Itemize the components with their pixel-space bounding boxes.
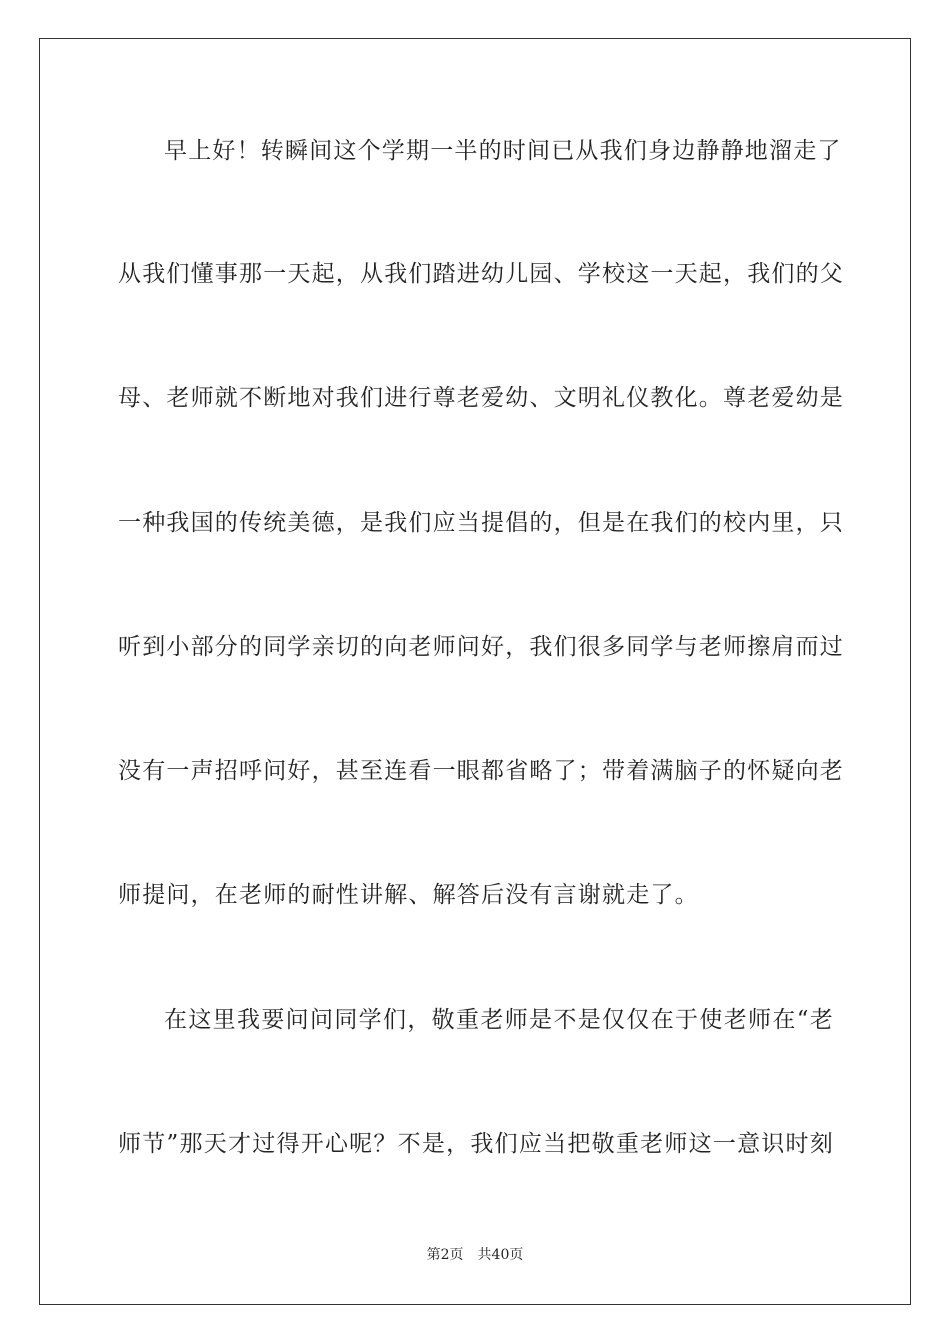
- page-number: 第2页: [426, 1247, 464, 1263]
- page-footer: [0, 1244, 950, 1264]
- paragraph-line-2: 从我们懂事那一天起，从我们踏进幼儿园、学校这一天起，我们的父: [118, 261, 844, 287]
- paragraph-line-4: 一种我国的传统美德，是我们应当提倡的，但是在我们的校内里，只: [118, 510, 844, 536]
- total-pages: 共40页: [477, 1247, 524, 1263]
- paragraph-line-6: 没有一声招呼问好，甚至连看一眼都省略了；带着满脑子的怀疑向老: [118, 758, 844, 784]
- paragraph-line-5: 听到小部分的同学亲切的向老师问好，我们很多同学与老师擦肩而过: [118, 634, 844, 660]
- paragraph-line-3: 母、老师就不断地对我们进行尊老爱幼、文明礼仪教化。尊老爱幼是: [118, 385, 844, 411]
- paragraph-line-8: 在这里我要问问同学们，敬重老师是不是仅仅在于使老师在“老: [164, 1007, 834, 1033]
- paragraph-line-9: 师节”那天才过得开心呢？不是，我们应当把敬重老师这一意识时刻: [118, 1131, 834, 1157]
- paragraph-line-7: 师提问，在老师的耐性讲解、解答后没有言谢就走了。: [118, 882, 699, 908]
- paragraph-line-1: 早上好！转瞬间这个学期一半的时间已从我们身边静静地溜走了: [164, 138, 842, 164]
- page-border: [39, 38, 911, 1305]
